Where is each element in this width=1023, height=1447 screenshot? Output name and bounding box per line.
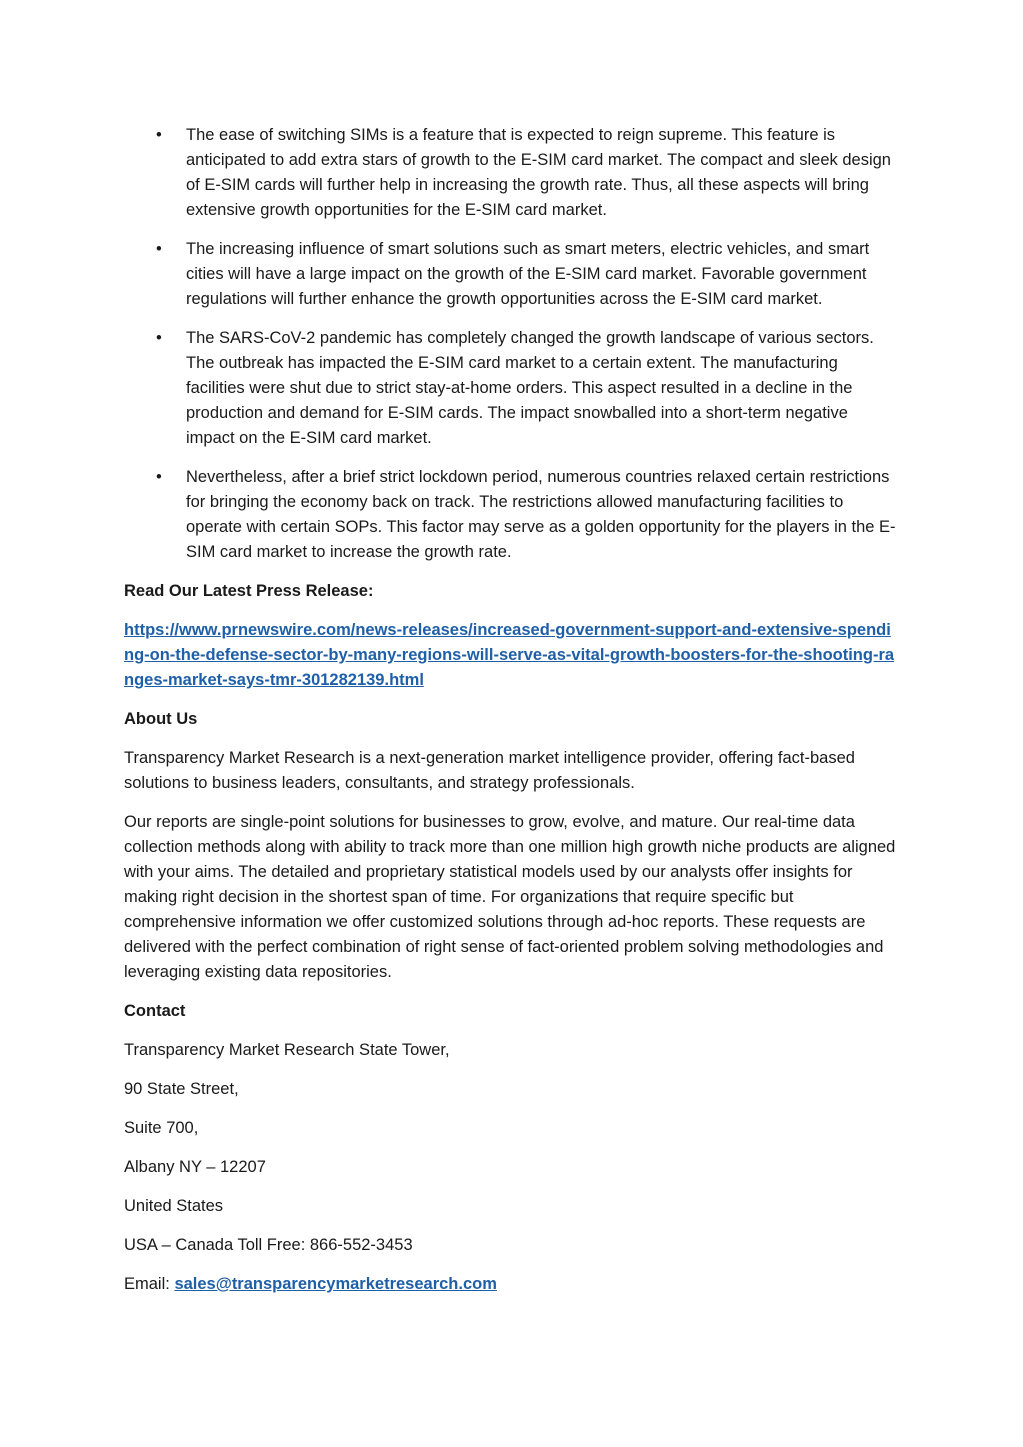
- contact-line-suite: Suite 700,: [124, 1119, 199, 1137]
- contact-heading: Contact: [124, 1002, 186, 1020]
- contact-line-country: United States: [124, 1197, 224, 1215]
- contact-line-phone: USA – Canada Toll Free: 866-552-3453: [124, 1236, 413, 1254]
- contact-line-city: Albany NY – 12207: [124, 1158, 266, 1176]
- list-item: [124, 326, 900, 451]
- about-paragraph-1: Transparency Market Research is a next-generation market intelligence provider, offering fact-based solutions to business leaders, consultants, and strategy professionals.: [124, 749, 855, 792]
- list-item: [124, 237, 900, 312]
- bullet-text: Nevertheless, after a brief strict lockdown period, numerous countries relaxed certain restrictions for bringing the economy back on track. The restrictions allowed manufacturing facilities to operate with certain SOPs. This factor may serve as a golden opportunity for the players in the E-SIM card market to increase the growth rate.: [186, 468, 896, 561]
- document-page: [124, 123, 900, 1311]
- bullet-text: The SARS-CoV-2 pandemic has completely changed the growth landscape of various sectors. The outbreak has impacted the E-SIM card market to a certain extent. The manufacturing facilities were shut due to strict stay-at-home orders. This aspect resulted in a decline in the production and demand for E-SIM cards. The impact snowballed into a short-term negative impact on the E-SIM card market.: [186, 329, 874, 447]
- bullet-icon: •: [156, 240, 162, 258]
- bullet-list: [124, 123, 900, 565]
- bullet-text: The increasing influence of smart solutions such as smart meters, electric vehicles, and smart cities will have a large impact on the growth of the E-SIM card market. Favorable government regulations will further enhance the growth opportunities across the E-SIM card market.: [186, 240, 870, 308]
- contact-email-row: [124, 1272, 900, 1297]
- list-item: [124, 123, 900, 223]
- contact-line-company: Transparency Market Research State Tower,: [124, 1041, 450, 1059]
- bullet-icon: •: [156, 126, 162, 144]
- press-release-link[interactable]: https://www.prnewswire.com/news-releases/increased-government-support-and-extensive-spending-on-the-defense-sector-by-many-regions-will-serve-as-vital-growth-boosters-for-the-shooting-ranges-market-says-tmr-301282139.html: [124, 621, 895, 689]
- bullet-icon: •: [156, 468, 162, 486]
- about-heading: About Us: [124, 710, 198, 728]
- email-label: Email:: [124, 1275, 175, 1293]
- bullet-icon: •: [156, 329, 162, 347]
- email-link[interactable]: sales@transparencymarketresearch.com: [174, 1275, 497, 1293]
- list-item: [124, 465, 900, 565]
- press-release-heading: Read Our Latest Press Release:: [124, 582, 374, 600]
- contact-line-street: 90 State Street,: [124, 1080, 239, 1098]
- bullet-text: The ease of switching SIMs is a feature that is expected to reign supreme. This feature is anticipated to add extra stars of growth to the E-SIM card market. The compact and sleek design of E-SIM cards will further help in increasing the growth rate. Thus, all these aspects will bring extensive growth opportunities for the E-SIM card market.: [186, 126, 891, 219]
- about-paragraph-2: Our reports are single-point solutions for businesses to grow, evolve, and mature. Our real-time data collection methods along with ability to track more than one million high growth niche products are aligned with your aims. The detailed and proprietary statistical models used by our analysts offer insights for making right decision in the shortest span of time. For organizations that require specific but comprehensive information we offer customized solutions through ad-hoc reports. These requests are delivered with the perfect combination of right sense of fact-oriented problem solving methodologies and leveraging existing data repositories.: [124, 813, 896, 981]
